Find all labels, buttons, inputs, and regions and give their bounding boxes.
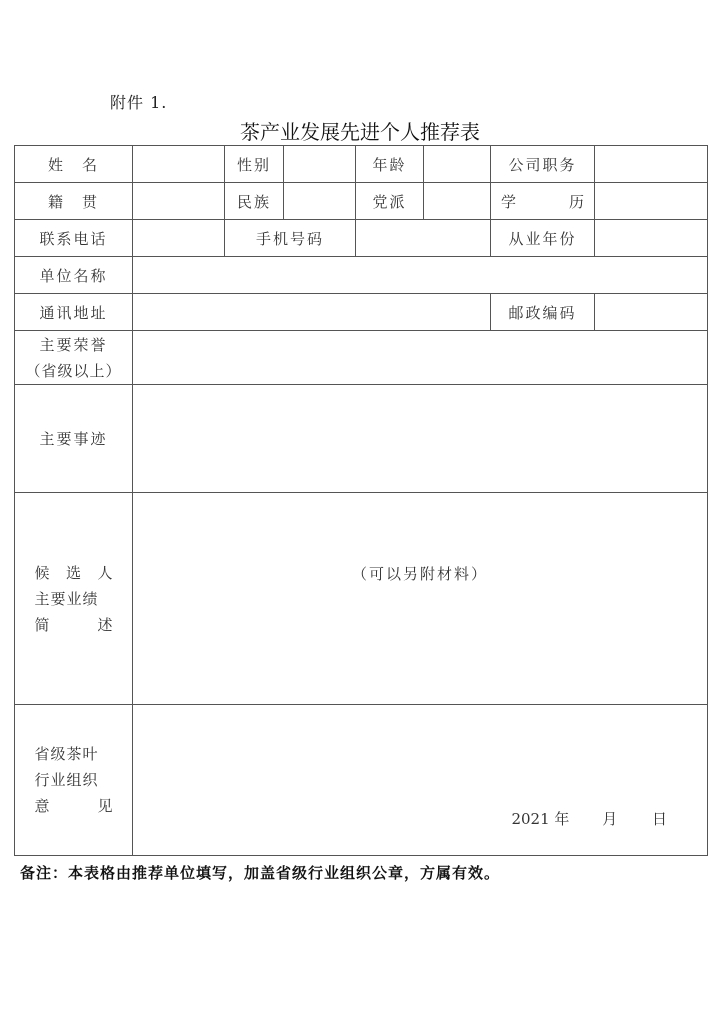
date-year: 2021 年	[511, 810, 570, 828]
summary-char: 述	[97, 615, 113, 634]
footnote: 备注：本表格由推荐单位填写，加盖省级行业组织公章，方属有效。	[20, 864, 501, 882]
attachment-label: 附件 1.	[110, 93, 168, 112]
years-in-industry-field[interactable]	[595, 220, 708, 257]
company-position-label: 公司职务	[491, 146, 595, 183]
opinion-label	[15, 705, 133, 856]
education-field[interactable]	[595, 183, 708, 220]
age-label: 年龄	[356, 146, 424, 183]
postal-code-label: 邮政编码	[491, 294, 595, 331]
gender-label: 性别	[225, 146, 284, 183]
summary-label	[15, 493, 133, 705]
phone-label: 联系电话	[15, 220, 133, 257]
honors-field[interactable]	[133, 331, 708, 385]
date-line	[505, 808, 667, 829]
education-label-left: 学	[501, 192, 517, 211]
mobile-label: 手机号码	[225, 220, 356, 257]
ethnicity-field[interactable]	[284, 183, 356, 220]
summary-char: 简	[34, 615, 50, 634]
unit-name-field[interactable]	[133, 257, 708, 294]
unit-name-label: 单位名称	[15, 257, 133, 294]
summary-field[interactable]	[133, 493, 708, 705]
years-in-industry-label: 从业年份	[491, 220, 595, 257]
postal-code-field[interactable]	[595, 294, 708, 331]
form-title: 茶产业发展先进个人推荐表	[240, 120, 480, 144]
education-label	[491, 183, 595, 220]
native-place-label: 籍 贯	[15, 183, 133, 220]
party-label: 党派	[356, 183, 424, 220]
main-deeds-field[interactable]	[133, 385, 708, 493]
honors-label-line1: 主要荣誉	[39, 335, 108, 354]
date-day: 日	[651, 810, 667, 828]
honors-label	[15, 331, 133, 385]
address-label: 通讯地址	[15, 294, 133, 331]
main-deeds-label: 主要事迹	[15, 385, 133, 493]
opinion-char: 见	[97, 797, 113, 815]
recommendation-form-table	[14, 145, 708, 856]
mobile-field[interactable]	[356, 220, 491, 257]
age-field[interactable]	[424, 146, 491, 183]
address-field[interactable]	[133, 294, 491, 331]
name-field[interactable]	[133, 146, 225, 183]
ethnicity-label: 民族	[225, 183, 284, 220]
party-field[interactable]	[424, 183, 491, 220]
gender-field[interactable]	[284, 146, 356, 183]
opinion-char: 意	[34, 797, 50, 815]
summary-char: 人	[97, 563, 113, 582]
summary-char: 选	[65, 563, 81, 582]
summary-char: 候	[34, 563, 50, 582]
name-label: 姓 名	[15, 146, 133, 183]
education-label-right: 历	[568, 192, 584, 211]
native-place-field[interactable]	[133, 183, 225, 220]
opinion-field[interactable]	[133, 705, 708, 856]
summary-note: （可以另附材料）	[351, 565, 488, 583]
summary-text: 主要业绩	[34, 589, 99, 608]
phone-field[interactable]	[133, 220, 225, 257]
company-position-field[interactable]	[595, 146, 708, 183]
opinion-text: 省级茶叶	[34, 745, 99, 763]
date-month: 月	[602, 810, 618, 828]
honors-label-line2: （省级以上）	[25, 361, 122, 380]
summary-label-line2	[35, 586, 113, 612]
opinion-text: 行业组织	[34, 771, 99, 789]
